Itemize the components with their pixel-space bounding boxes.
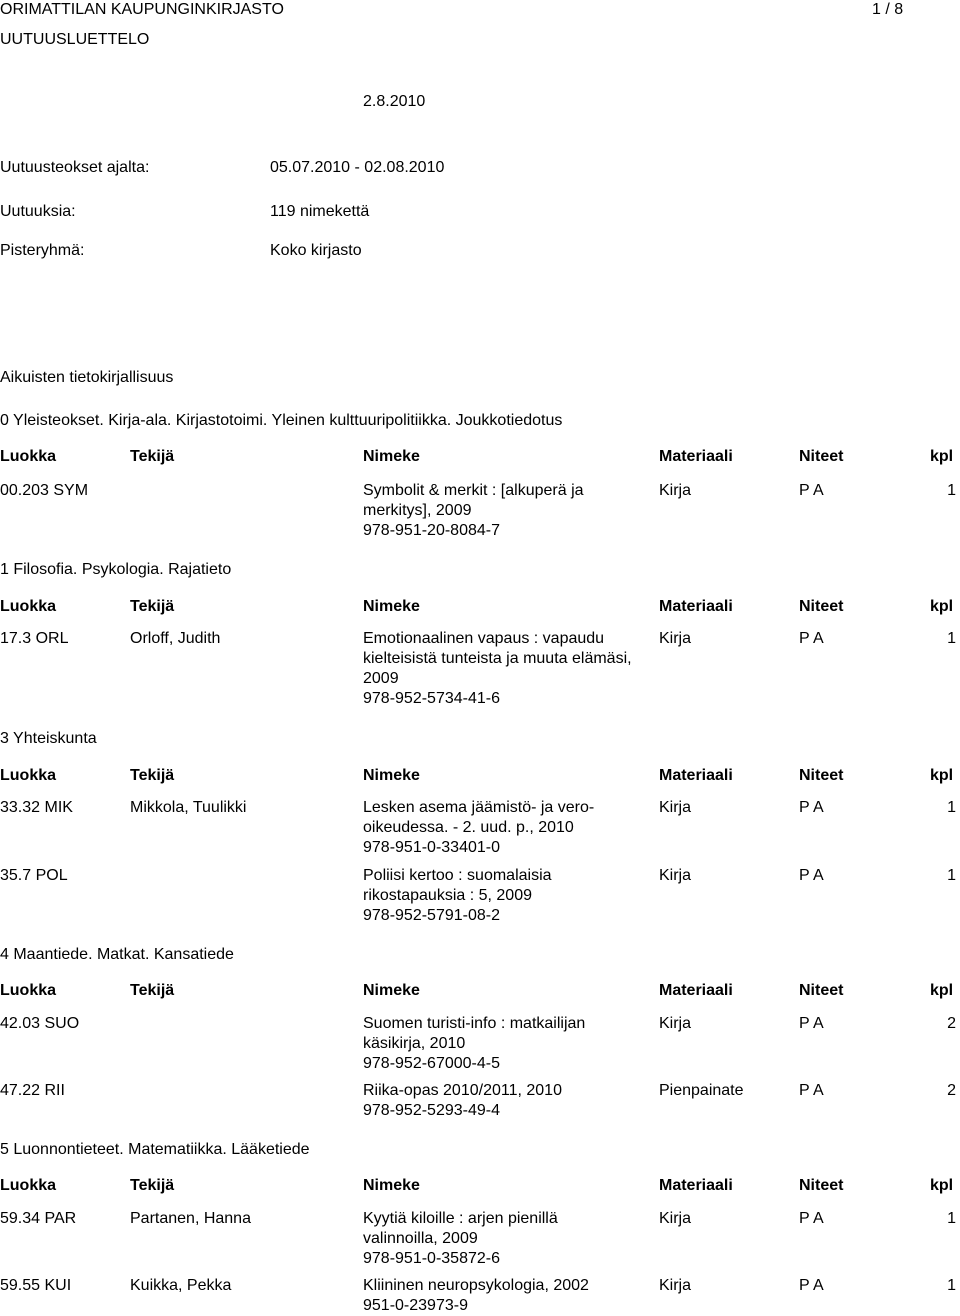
row-kpl: 1	[947, 867, 956, 884]
table-header	[0, 1176, 960, 1196]
row-niteet: P A	[799, 1277, 824, 1294]
col-materiaali: Materiaali	[659, 598, 733, 615]
row-kpl: 1	[947, 482, 956, 499]
row-kpl: 1	[947, 799, 956, 816]
section-title: 3 Yhteiskunta	[0, 730, 97, 747]
col-luokka: Luokka	[0, 598, 57, 615]
row-materiaali: Kirja	[659, 1015, 692, 1032]
row-nimeke	[363, 1081, 633, 1121]
row-niteet: P A	[799, 1082, 824, 1099]
col-niteet: Niteet	[799, 598, 844, 615]
row-title: Kliininen neuropsykologia, 2002	[363, 1277, 589, 1294]
row-isbn: 978-951-20-8084-7	[363, 522, 500, 539]
meta-value-period: 05.07.2010 - 02.08.2010	[270, 159, 445, 176]
section-title: 1 Filosofia. Psykologia. Rajatieto	[0, 561, 232, 578]
list-title: UUTUUSLUETTELO	[0, 31, 150, 48]
col-niteet: Niteet	[799, 448, 844, 465]
row-nimeke	[363, 481, 633, 541]
row-title: Poliisi kertoo : suomalaisia rikostapauksia : 5, 2009	[363, 867, 552, 904]
row-kpl: 1	[947, 1277, 956, 1294]
row-title: Lesken asema jäämistö- ja vero-oikeudessa. - 2. uud. p., 2010	[363, 799, 595, 836]
row-niteet: P A	[799, 630, 824, 647]
row-luokka: 59.34 PAR	[0, 1210, 77, 1227]
table-header	[0, 447, 960, 467]
row-niteet: P A	[799, 867, 824, 884]
row-materiaali: Kirja	[659, 1277, 692, 1294]
col-tekija: Tekijä	[130, 598, 175, 615]
col-materiaali: Materiaali	[659, 1177, 733, 1194]
row-luokka: 59.55 KUI	[0, 1277, 72, 1294]
row-title: Kyytiä kiloille : arjen pienillä valinnoilla, 2009	[363, 1210, 558, 1247]
page-number: 1 / 8	[872, 1, 904, 18]
col-luokka: Luokka	[0, 448, 57, 465]
section-title: 4 Maantiede. Matkat. Kansatiede	[0, 946, 234, 963]
col-niteet: Niteet	[799, 767, 844, 784]
col-tekija: Tekijä	[130, 448, 175, 465]
row-materiaali: Kirja	[659, 482, 692, 499]
row-nimeke	[363, 1209, 633, 1269]
col-nimeke: Nimeke	[363, 598, 420, 615]
row-niteet: P A	[799, 1210, 824, 1227]
row-materiaali: Pienpainate	[659, 1082, 744, 1099]
meta-value-group: Koko kirjasto	[270, 242, 362, 259]
row-luokka: 47.22 RII	[0, 1082, 65, 1099]
col-tekija: Tekijä	[130, 982, 175, 999]
meta-label-count: Uutuuksia:	[0, 203, 76, 220]
col-kpl: kpl	[930, 767, 954, 784]
meta-value-count: 119 nimekettä	[270, 203, 370, 220]
row-materiaali: Kirja	[659, 799, 692, 816]
row-nimeke	[363, 1276, 633, 1316]
row-kpl: 2	[947, 1082, 956, 1099]
col-materiaali: Materiaali	[659, 448, 733, 465]
library-name: ORIMATTILAN KAUPUNGINKIRJASTO	[0, 1, 284, 18]
col-niteet: Niteet	[799, 1177, 844, 1194]
col-luokka: Luokka	[0, 982, 57, 999]
col-kpl: kpl	[930, 598, 954, 615]
col-kpl: kpl	[930, 1177, 954, 1194]
col-nimeke: Nimeke	[363, 1177, 420, 1194]
row-isbn: 978-952-67000-4-5	[363, 1055, 500, 1072]
report-date: 2.8.2010	[363, 93, 426, 110]
col-nimeke: Nimeke	[363, 448, 420, 465]
row-nimeke	[363, 866, 633, 926]
department-title: Aikuisten tietokirjallisuus	[0, 369, 174, 386]
row-title: Emotionaalinen vapaus : vapaudu kielteisistä tunteista ja muuta elämäsi, 2009	[363, 630, 632, 687]
row-luokka: 33.32 MIK	[0, 799, 73, 816]
row-title: Riika-opas 2010/2011, 2010	[363, 1082, 562, 1099]
col-kpl: kpl	[930, 448, 954, 465]
row-niteet: P A	[799, 799, 824, 816]
row-isbn: 978-952-5293-49-4	[363, 1102, 500, 1119]
row-isbn: 978-952-5791-08-2	[363, 907, 500, 924]
row-title: Suomen turisti-info : matkailijan käsikirja, 2010	[363, 1015, 586, 1052]
row-nimeke	[363, 629, 633, 709]
row-luokka: 35.7 POL	[0, 867, 68, 884]
row-luokka: 17.3 ORL	[0, 630, 69, 647]
row-tekija: Kuikka, Pekka	[130, 1277, 232, 1294]
row-isbn: 978-951-0-33401-0	[363, 839, 500, 856]
section-title: 5 Luonnontieteet. Matematiikka. Lääketiede	[0, 1141, 310, 1158]
row-isbn: 978-951-0-35872-6	[363, 1250, 500, 1267]
col-tekija: Tekijä	[130, 1177, 175, 1194]
row-isbn: 951-0-23973-9	[363, 1297, 468, 1314]
row-title: Symbolit & merkit : [alkuperä ja merkitys], 2009	[363, 482, 584, 519]
row-luokka: 00.203 SYM	[0, 482, 89, 499]
row-nimeke	[363, 798, 633, 858]
col-materiaali: Materiaali	[659, 982, 733, 999]
col-kpl: kpl	[930, 982, 954, 999]
col-nimeke: Nimeke	[363, 982, 420, 999]
row-kpl: 2	[947, 1015, 956, 1032]
col-luokka: Luokka	[0, 767, 57, 784]
row-tekija: Mikkola, Tuulikki	[130, 799, 247, 816]
row-nimeke	[363, 1014, 633, 1074]
col-nimeke: Nimeke	[363, 767, 420, 784]
section-title: 0 Yleisteokset. Kirja-ala. Kirjastotoimi. Yleinen kulttuuripolitiikka. Joukkotiedotus	[0, 412, 563, 429]
row-tekija: Orloff, Judith	[130, 630, 221, 647]
meta-label-period: Uutuusteokset ajalta:	[0, 159, 150, 176]
table-header	[0, 981, 960, 1001]
table-header	[0, 597, 960, 617]
row-niteet: P A	[799, 1015, 824, 1032]
row-materiaali: Kirja	[659, 1210, 692, 1227]
table-header	[0, 766, 960, 786]
row-kpl: 1	[947, 630, 956, 647]
col-luokka: Luokka	[0, 1177, 57, 1194]
row-kpl: 1	[947, 1210, 956, 1227]
col-materiaali: Materiaali	[659, 767, 733, 784]
row-tekija: Partanen, Hanna	[130, 1210, 251, 1227]
col-niteet: Niteet	[799, 982, 844, 999]
col-tekija: Tekijä	[130, 767, 175, 784]
row-luokka: 42.03 SUO	[0, 1015, 80, 1032]
meta-label-group: Pisteryhmä:	[0, 242, 85, 259]
row-isbn: 978-952-5734-41-6	[363, 690, 500, 707]
row-materiaali: Kirja	[659, 867, 692, 884]
row-materiaali: Kirja	[659, 630, 692, 647]
row-niteet: P A	[799, 482, 824, 499]
